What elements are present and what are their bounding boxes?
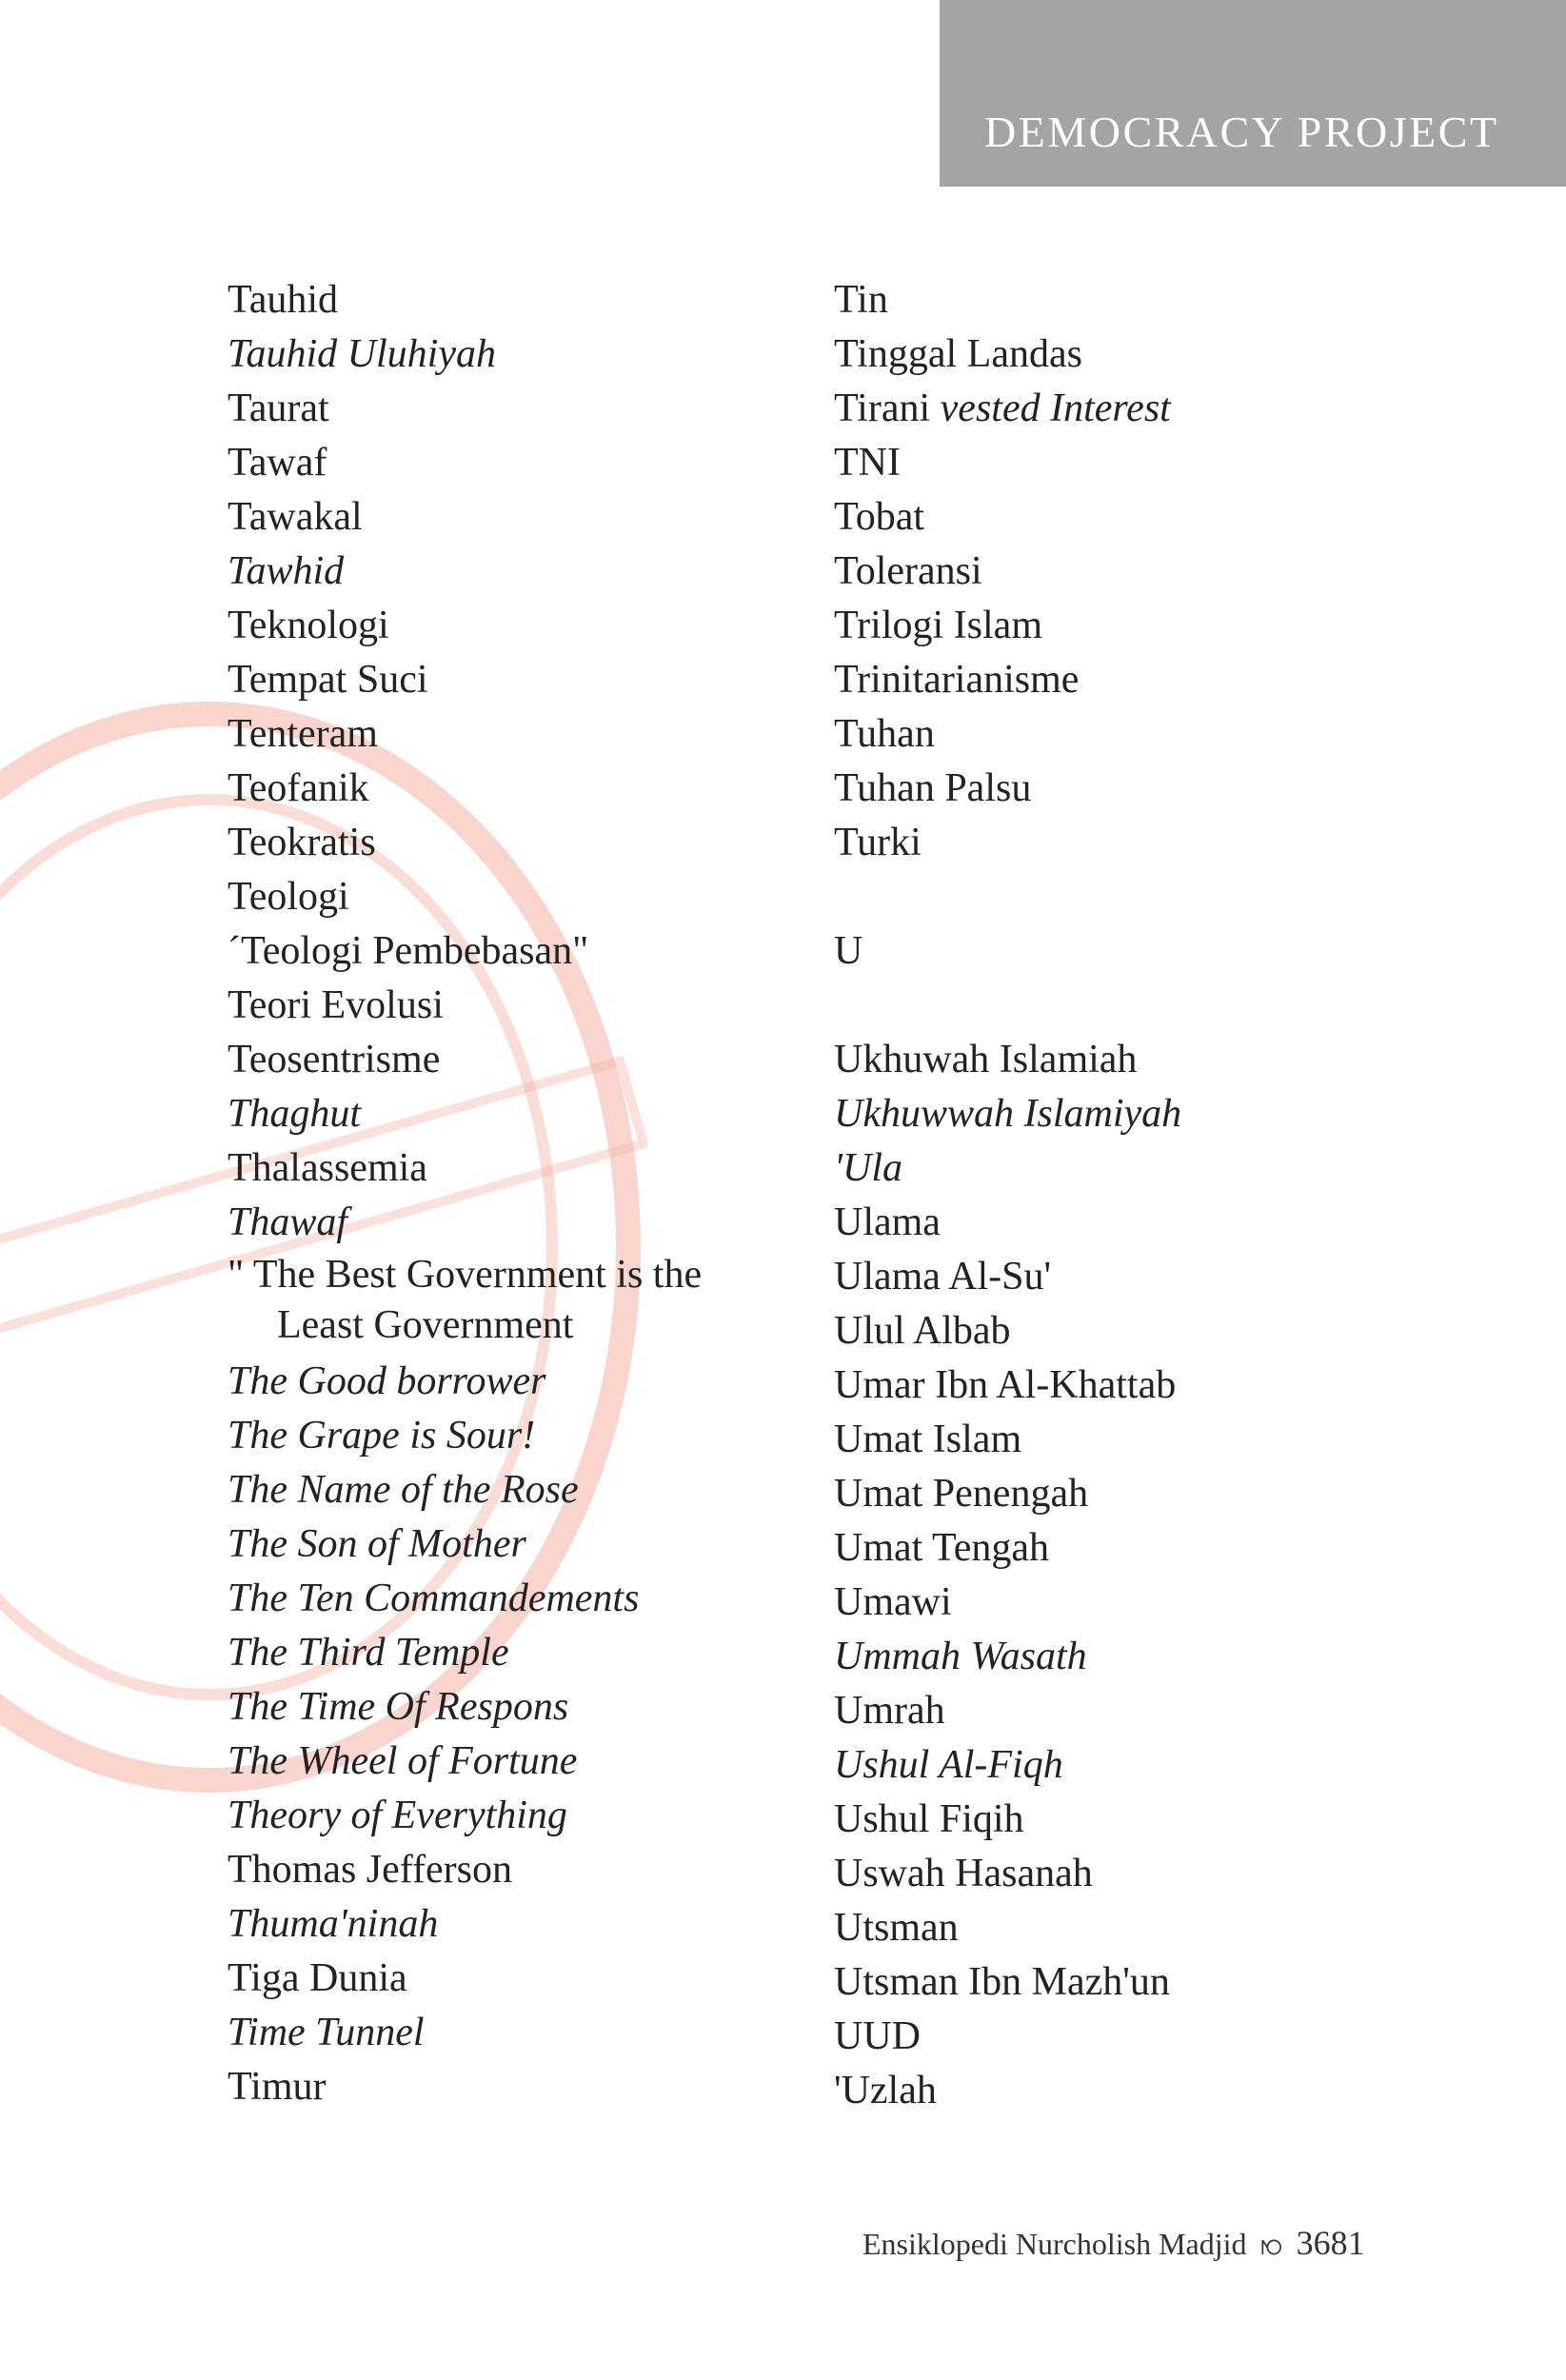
index-entry — [228, 1409, 818, 1463]
index-entry-text: Ulama — [834, 1200, 941, 1244]
index-entry — [228, 816, 818, 870]
index-entry-text: Ushul Fiqih — [834, 1797, 1024, 1841]
index-entry-continuation: Least Government — [277, 1303, 574, 1347]
index-entry — [834, 1304, 1519, 1359]
index-entry-text: Umat Islam — [834, 1418, 1022, 1461]
index-entry-text: Tauhid — [228, 278, 339, 322]
index-entry-text: Umar Ibn Al-Khattab — [834, 1363, 1177, 1407]
index-entry — [228, 273, 818, 327]
index-entry-text: The Ten Commandements — [228, 1577, 640, 1620]
index-entry-text: Ulul Albab — [834, 1309, 1011, 1353]
index-entry — [834, 1196, 1519, 1250]
index-entry-text: The Son of Mother — [228, 1522, 526, 1566]
index-entry — [228, 327, 818, 382]
index-entry — [228, 1196, 818, 1250]
index-entry-text: Thawaf — [228, 1200, 348, 1244]
index-entry — [834, 327, 1519, 382]
index-entry — [228, 1087, 818, 1141]
index-entry-text: Tin — [834, 278, 888, 322]
index-entry — [834, 1413, 1519, 1467]
index-entry-text: Taurat — [228, 387, 329, 430]
index-entry-text: 'Ula — [834, 1146, 902, 1190]
index-entry — [834, 762, 1519, 816]
index-entry — [834, 490, 1519, 545]
index-entry — [834, 2010, 1519, 2064]
index-entry-text: Umat Penengah — [834, 1472, 1089, 1516]
index-entry-text: The Name of the Rose — [228, 1468, 579, 1512]
index-entry-text: Tawakal — [228, 495, 363, 539]
spacer — [834, 870, 1519, 924]
index-entry-text: Tawaf — [228, 441, 327, 485]
index-entry-text: " The Best Government is the — [228, 1253, 703, 1297]
index-entry — [834, 436, 1519, 490]
index-entry-text: UUD — [834, 2014, 921, 2058]
index-entry — [228, 1789, 818, 1843]
index-entry-text: Thuma'ninah — [228, 1902, 439, 1946]
footer-book-title: Ensiklopedi Nurcholish Madjid — [862, 2227, 1247, 2261]
index-entry-text: Tawhid — [228, 549, 345, 593]
index-entry — [834, 1141, 1519, 1196]
header-title: DEMOCRACY PROJECT — [984, 108, 1499, 156]
index-entry-text: 'Uzlah — [834, 2069, 937, 2112]
index-entry — [834, 1901, 1519, 1955]
index-column-left — [228, 273, 818, 2114]
index-entry-text: ´Teologi Pembebasan" — [228, 929, 589, 973]
index-entry — [228, 653, 818, 707]
index-entry — [834, 273, 1519, 327]
index-entry — [228, 1033, 818, 1087]
index-entry — [228, 1843, 818, 1897]
index-entry — [228, 2006, 818, 2060]
index-entry-text: Teofanik — [228, 766, 369, 810]
index-entry-text: Turki — [834, 821, 922, 864]
index-entry-text: Thaghut — [228, 1092, 362, 1136]
index-entry — [228, 924, 818, 979]
index-entry — [228, 1141, 818, 1196]
index-entry — [834, 2064, 1519, 2118]
index-entry-text: Tempat Suci — [228, 658, 428, 702]
index-entry — [228, 545, 818, 599]
index-entry-text: Tauhid Uluhiyah — [228, 332, 496, 376]
index-entry-text: Theory of Everything — [228, 1794, 567, 1837]
index-entry-text: Teknologi — [228, 604, 389, 647]
index-entry — [834, 816, 1519, 870]
index-entry-text: Tenteram — [228, 712, 378, 756]
index-entry-text: Ushul Al-Fiqh — [834, 1743, 1063, 1787]
index-entry — [228, 599, 818, 653]
index-entry — [228, 870, 818, 924]
ornament-icon: ꩯ — [1259, 2227, 1283, 2262]
index-entry — [228, 762, 818, 816]
index-entry-text: Umawi — [834, 1580, 952, 1624]
index-entry — [228, 1463, 818, 1517]
index-entry — [834, 1630, 1519, 1684]
index-entry-text: Trilogi Islam — [834, 604, 1042, 647]
index-entry-text: Teori Evolusi — [228, 983, 444, 1027]
index-entry-text: Thomas Jefferson — [228, 1848, 512, 1892]
index-entry — [834, 1684, 1519, 1738]
index-entry — [228, 1626, 818, 1680]
index-entry-text: The Third Temple — [228, 1631, 509, 1675]
index-entry-text: Ummah Wasath — [834, 1635, 1087, 1678]
index-entry-text: Umrah — [834, 1689, 945, 1733]
index-entry — [834, 653, 1519, 707]
index-entry — [834, 1087, 1519, 1141]
index-entry — [228, 2060, 818, 2114]
index-entry — [228, 436, 818, 490]
index-entry — [228, 1735, 818, 1789]
index-entry-text: Ulama Al-Su' — [834, 1255, 1052, 1299]
index-entry — [834, 707, 1519, 762]
index-entry-text: Tirani — [834, 387, 941, 430]
index-entry-text: Ukhuwah Islamiah — [834, 1038, 1138, 1081]
index-entry-italic-part: vested Interest — [940, 387, 1171, 430]
index-entry-text: Utsman — [834, 1906, 959, 1950]
index-entry — [228, 1680, 818, 1735]
index-entry — [834, 1738, 1519, 1793]
index-entry — [834, 1359, 1519, 1413]
index-entry — [834, 1955, 1519, 2010]
index-entry — [834, 382, 1519, 436]
index-entry — [228, 1355, 818, 1409]
index-entry — [228, 1897, 818, 1952]
index-entry-text: TNI — [834, 441, 901, 485]
index-entry — [834, 545, 1519, 599]
index-entry — [834, 1793, 1519, 1847]
index-entry-text: Uswah Hasanah — [834, 1852, 1093, 1895]
spacer — [834, 979, 1519, 1033]
index-entry-text: Tinggal Landas — [834, 332, 1082, 376]
index-entry — [834, 1250, 1519, 1304]
index-entry — [228, 979, 818, 1033]
index-entry-text: Teosentrisme — [228, 1038, 441, 1081]
index-entry — [228, 490, 818, 545]
index-entry — [834, 599, 1519, 653]
index-entry — [834, 1847, 1519, 1901]
index-entry — [834, 1467, 1519, 1521]
index-entry — [228, 1250, 818, 1355]
index-entry-text: Time Tunnel — [228, 2011, 425, 2054]
index-entry-text: Umat Tengah — [834, 1526, 1050, 1570]
index-entry — [228, 1517, 818, 1572]
index-entry-text: Ukhuwwah Islamiyah — [834, 1092, 1182, 1136]
page-footer — [862, 2222, 1365, 2271]
index-entry — [228, 707, 818, 762]
index-entry-text: Timur — [228, 2065, 327, 2109]
index-entry — [228, 382, 818, 436]
index-column-right — [834, 273, 1519, 2118]
index-entry-text: Tobat — [834, 495, 925, 539]
index-entry — [834, 1521, 1519, 1576]
index-entry-text: The Grape is Sour! — [228, 1414, 536, 1458]
index-entry-text: Trinitarianisme — [834, 658, 1080, 702]
index-entry-text: Utsman Ibn Mazh'un — [834, 1960, 1170, 2004]
page-number: 3681 — [1296, 2224, 1365, 2262]
index-entry — [228, 1572, 818, 1626]
index-entry — [228, 1952, 818, 2006]
index-entry-text: Thalassemia — [228, 1146, 427, 1190]
index-entry — [834, 924, 1519, 979]
index-entry-text: Tuhan — [834, 712, 935, 756]
index-entry-text: Teologi — [228, 875, 349, 919]
index-entry-text: Teokratis — [228, 821, 376, 864]
index-entry-text: Tuhan Palsu — [834, 766, 1032, 810]
index-entry-text: Tiga Dunia — [228, 1956, 407, 2000]
header-band — [940, 0, 1566, 187]
index-entry — [834, 1033, 1519, 1087]
index-entry-text: The Time Of Respons — [228, 1685, 569, 1729]
index-entry-text: U — [834, 929, 863, 973]
index-entry-text: The Wheel of Fortune — [228, 1739, 578, 1783]
index-entry-text: The Good borrower — [228, 1359, 546, 1403]
index-entry — [834, 1576, 1519, 1630]
index-entry-text: Toleransi — [834, 549, 982, 593]
